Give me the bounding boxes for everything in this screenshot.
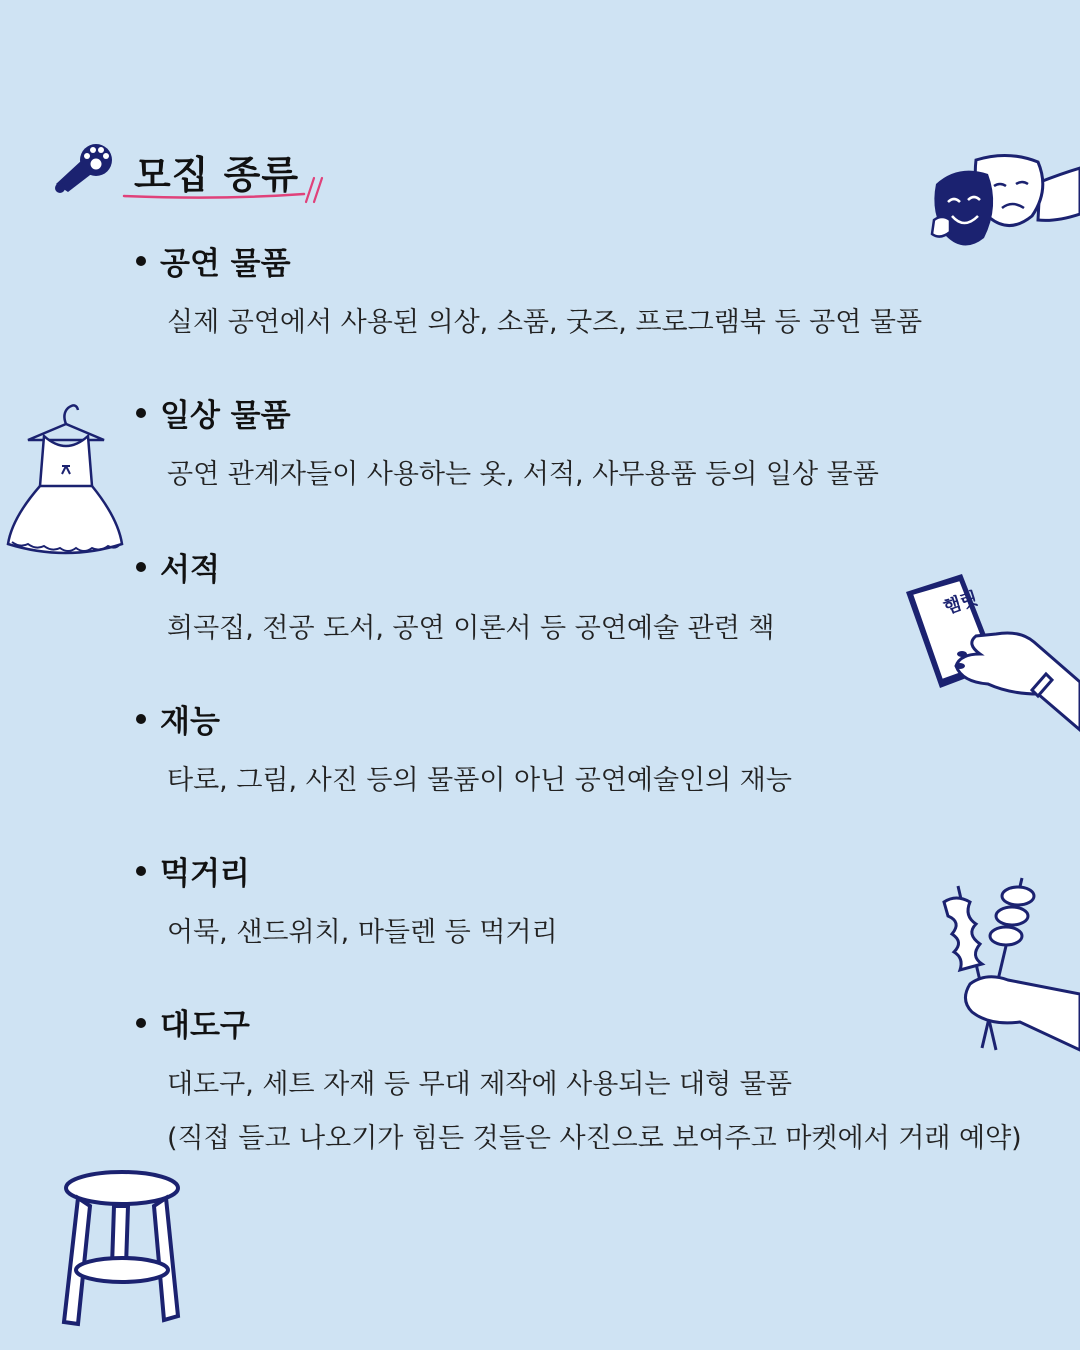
- category-desc: 공연 관계자들이 사용하는 옷, 서적, 사무용품 등의 일상 물품: [167, 459, 879, 490]
- book-title: 햄릿: [941, 588, 981, 619]
- bullet-icon: [136, 866, 146, 876]
- paw-hand-icon: [52, 138, 118, 198]
- bullet-icon: [136, 1018, 146, 1028]
- category-desc: 희곡집, 전공 도서, 공연 이론서 등 공연예술 관련 책: [167, 613, 775, 644]
- category-desc: [167, 1065, 1022, 1159]
- category-title: 대도구: [160, 1008, 250, 1044]
- category-large-props: [136, 1000, 1022, 1159]
- bullet-icon: [136, 714, 146, 724]
- category-desc: 실제 공연에서 사용된 의상, 소품, 굿즈, 프로그램북 등 공연 물품: [167, 307, 923, 338]
- category-title: 재능: [160, 704, 220, 740]
- category-performance-goods: [136, 238, 922, 343]
- category-desc-line: (직접 들고 나오기가 힘든 것들은 사진으로 보여주고 마켓에서 거래 예약): [167, 1123, 1022, 1154]
- bullet-icon: [136, 408, 146, 418]
- category-title: 서적: [160, 552, 220, 588]
- category-talent: [136, 696, 792, 801]
- category-title: 공연 물품: [160, 246, 291, 282]
- hamlet-book-hand-icon: [900, 570, 1080, 746]
- category-daily-goods: [136, 390, 879, 495]
- category-desc: 어묵, 샌드위치, 마들렌 등 먹거리: [167, 917, 558, 948]
- title-underline: [120, 172, 330, 206]
- bullet-icon: [136, 256, 146, 266]
- theater-masks-icon: [928, 150, 1080, 260]
- page-title: 모집 종류: [134, 153, 300, 197]
- category-desc: 타로, 그림, 사진 등의 물품이 아닌 공연예술인의 재능: [167, 765, 792, 796]
- bullet-icon: [136, 562, 146, 572]
- category-title: 먹거리: [160, 856, 250, 892]
- category-title: 일상 물품: [160, 398, 291, 434]
- skewer-food-hand-icon: [930, 872, 1080, 1056]
- stool-icon: [56, 1166, 186, 1334]
- category-books: [136, 544, 774, 649]
- dress-on-hanger-icon: [4, 394, 128, 560]
- category-desc-line: 대도구, 세트 자재 등 무대 제작에 사용되는 대형 물품: [167, 1069, 792, 1100]
- category-food: [136, 848, 558, 953]
